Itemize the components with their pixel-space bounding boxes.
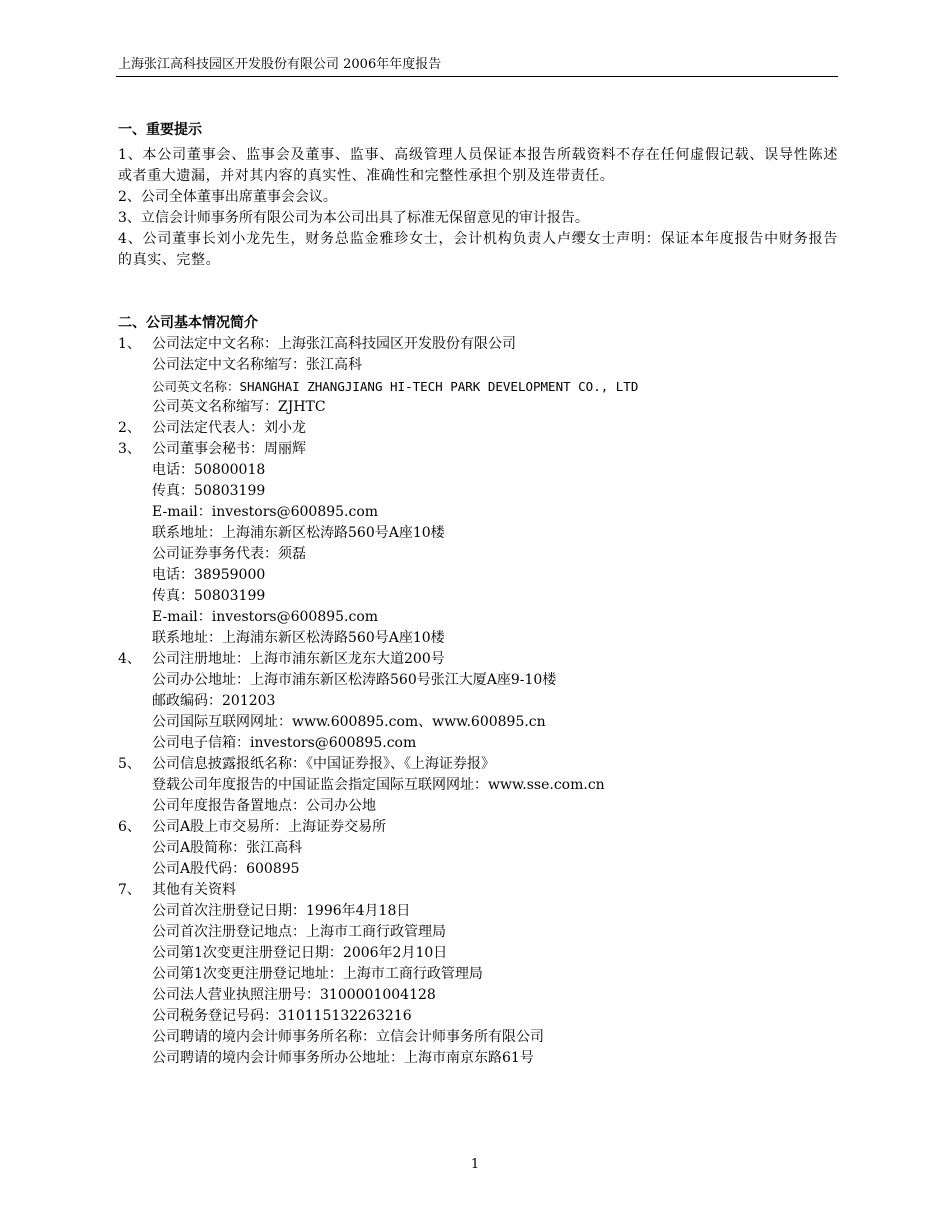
section-title-company-profile: 二、公司基本情况简介: [118, 315, 258, 331]
profile-detail-line: 传真：50803199: [152, 588, 266, 604]
profile-detail-line: 公司第1次变更注册登记日期：2006年2月10日: [152, 945, 448, 961]
profile-detail-line: 公司聘请的境内会计师事务所名称：立信会计师事务所有限公司: [152, 1029, 544, 1045]
profile-detail-line: 公司首次注册登记地点：上海市工商行政管理局: [152, 924, 446, 940]
company-profile-list: [118, 334, 838, 1069]
profile-detail-line: 公司国际互联网网址：www.600895.com、www.600895.cn: [152, 714, 546, 730]
profile-item-text: 其他有关资料: [152, 882, 236, 898]
profile-detail-line: 公司英文名称缩写：ZJHTC: [152, 399, 326, 415]
profile-detail-line: 电话：50800018: [152, 462, 266, 478]
notice-paragraph: 4、公司董事长刘小龙先生，财务总监金雅珍女士，会计机构负责人卢缨女士声明：保证本年度报告中财务报告的真实、完整。: [118, 231, 838, 268]
profile-detail-line: 公司办公地址：上海市浦东新区松涛路560号张江大厦A座9-10楼: [152, 672, 557, 688]
profile-item: [118, 754, 838, 775]
profile-detail-line: 公司英文名称：SHANGHAI ZHANGJIANG HI-TECH PARK DEVELOPMENT CO., LTD: [152, 379, 639, 394]
profile-item-text: 公司注册地址：上海市浦东新区龙东大道200号: [152, 651, 445, 667]
profile-detail-line: 公司税务登记号码：310115132263216: [152, 1008, 412, 1024]
profile-detail-line: 公司证券事务代表：须磊: [152, 546, 306, 562]
notice-paragraph: 3、立信会计师事务所有限公司为本公司出具了标准无保留意见的审计报告。: [118, 210, 589, 226]
profile-detail-line: 公司A股简称：张江高科: [152, 840, 303, 856]
notice-paragraph: 2、公司全体董事出席董事会会议。: [118, 189, 337, 205]
profile-detail-line: 公司聘请的境内会计师事务所办公地址：上海市南京东路61号: [152, 1050, 534, 1066]
profile-detail-line: 电话：38959000: [152, 567, 266, 583]
profile-item-text: 公司董事会秘书：周丽辉: [152, 441, 306, 457]
profile-item: [118, 649, 838, 670]
profile-item-text: 公司法定代表人：刘小龙: [152, 420, 306, 436]
header-divider: [116, 76, 838, 77]
profile-item-number: 2、: [118, 420, 141, 436]
profile-detail-line: 公司法人营业执照注册号：3100001004128: [152, 987, 436, 1003]
profile-detail-line: 传真：50803199: [152, 483, 266, 499]
profile-detail-line: 公司A股代码：600895: [152, 861, 300, 877]
notice-paragraph: 1、本公司董事会、监事会及董事、监事、高级管理人员保证本报告所载资料不存在任何虚假记载、误导性陈述或者重大遗漏，并对其内容的真实性、准确性和完整性承担个别及连带责任。: [118, 147, 838, 184]
page-header: 上海张江高科技园区开发股份有限公司 2006年年度报告: [118, 57, 442, 72]
profile-detail-line: E-mail：investors@600895.com: [152, 609, 379, 625]
profile-detail-line: 公司首次注册登记日期：1996年4月18日: [152, 903, 411, 919]
profile-item-text: 公司A股上市交易所：上海证券交易所: [152, 819, 387, 835]
profile-item: [118, 880, 838, 901]
section-title-important-notice: 一、重要提示: [118, 122, 202, 138]
profile-item-number: 1、: [118, 336, 141, 352]
profile-detail-line: 公司电子信箱：investors@600895.com: [152, 735, 417, 751]
profile-item-number: 7、: [118, 882, 141, 898]
profile-item-text: 公司信息披露报纸名称：《中国证券报》、《上海证券报》: [152, 756, 495, 772]
profile-item: [118, 817, 838, 838]
profile-detail-line: 登载公司年度报告的中国证监会指定国际互联网网址：www.sse.com.cn: [152, 777, 605, 793]
profile-item-number: 5、: [118, 756, 141, 772]
profile-detail-line: 联系地址：上海浦东新区松涛路560号A座10楼: [152, 525, 445, 541]
profile-detail-line: E-mail：investors@600895.com: [152, 504, 379, 520]
document-body: [118, 120, 838, 1069]
profile-detail-line: 邮政编码：201203: [152, 693, 276, 709]
profile-item-number: 4、: [118, 651, 141, 667]
profile-detail-line: 公司第1次变更注册登记地址：上海市工商行政管理局: [152, 966, 483, 982]
profile-item-number: 6、: [118, 819, 141, 835]
profile-item: [118, 439, 838, 460]
profile-detail-line: 公司法定中文名称缩写：张江高科: [152, 357, 362, 373]
profile-detail-line: 公司年度报告备置地点：公司办公地: [152, 798, 376, 814]
profile-item: [118, 334, 838, 355]
profile-item-text: 公司法定中文名称：上海张江高科技园区开发股份有限公司: [152, 336, 516, 352]
page-number: 1: [470, 1157, 480, 1172]
profile-detail-line: 联系地址：上海浦东新区松涛路560号A座10楼: [152, 630, 445, 646]
profile-item-number: 3、: [118, 441, 141, 457]
profile-item: [118, 418, 838, 439]
